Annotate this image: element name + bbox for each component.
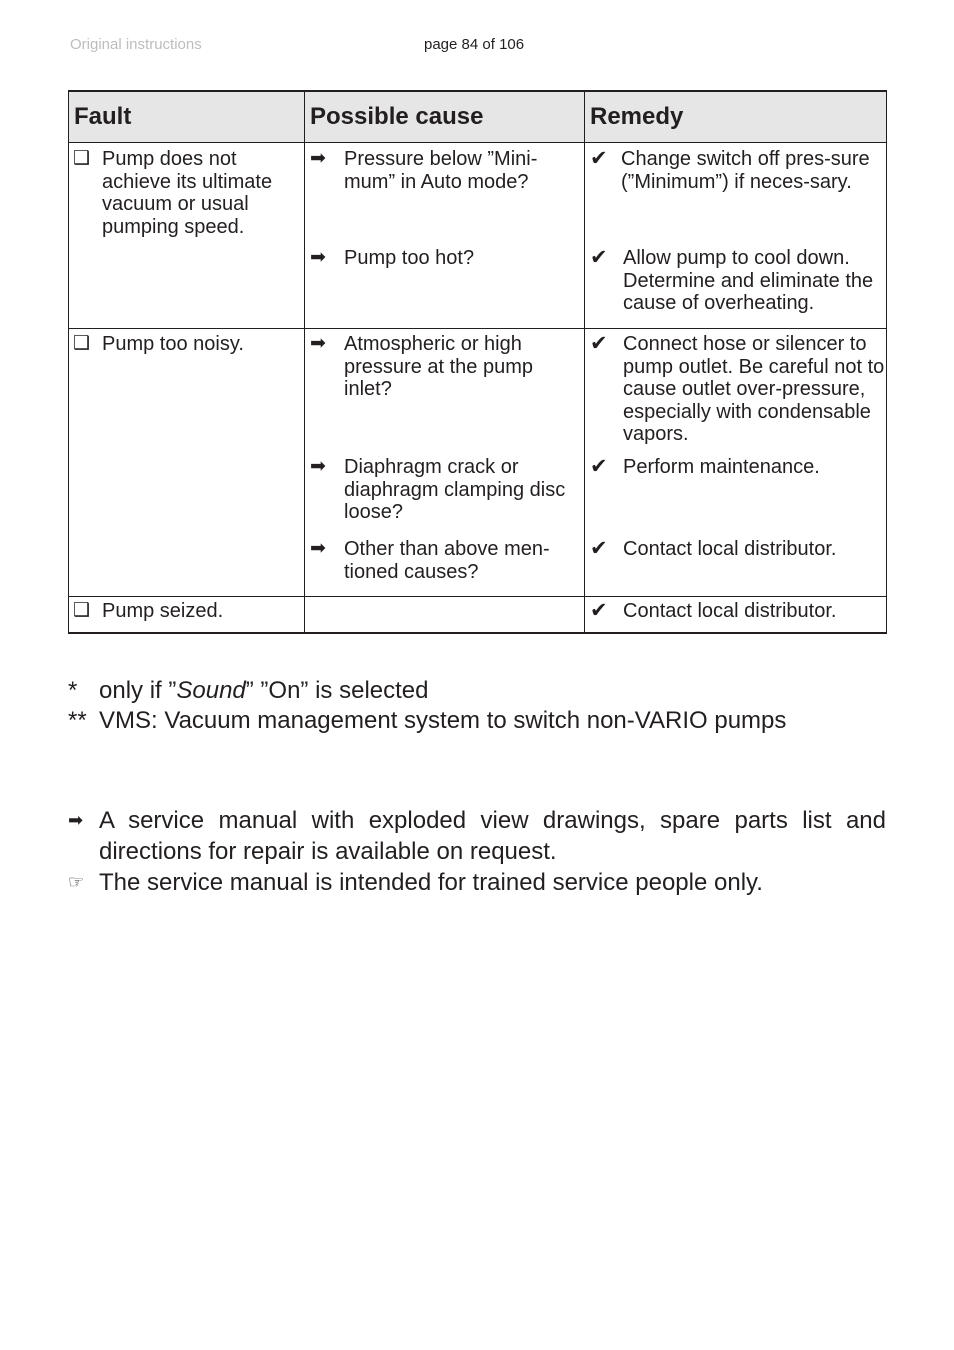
arrow-right-icon: ➡ [310, 456, 326, 477]
arrow-right-icon: ➡ [310, 538, 326, 559]
remedy-cell [585, 329, 887, 597]
table-row [69, 143, 887, 329]
cause-cell [305, 143, 585, 329]
footnote-text: only if ”Sound” ”On” is selected [99, 677, 429, 704]
header-remedy: Remedy [585, 91, 887, 143]
footnote-1 [68, 676, 786, 706]
arrow-right-icon: ➡ [310, 247, 326, 268]
checkmark-icon: ✔ [590, 246, 608, 269]
remedy-text: Contact local distributor. [623, 538, 837, 560]
fault-text: Pump too noisy. [102, 333, 244, 355]
checkmark-icon: ✔ [590, 147, 608, 170]
header-fault: Fault [69, 91, 305, 143]
document-label: Original instructions [70, 36, 202, 53]
table-row [69, 329, 887, 597]
arrow-right-icon: ➡ [310, 333, 326, 354]
service-manual-text: A service manual with exploded view drawings, spare parts list and directions for repair is available on request. [99, 807, 886, 865]
table-header-row [69, 91, 887, 143]
cause-text: Atmospheric or high pressure at the pump inlet? [344, 333, 533, 400]
fault-text: Pump does not achieve its ultimate vacuum or usual pumping speed. [102, 148, 273, 238]
header-possible-cause: Possible cause [305, 91, 585, 143]
cause-cell [305, 329, 585, 597]
checkmark-icon: ✔ [590, 332, 608, 355]
footnote-marker: ** [68, 707, 87, 734]
checkbox-icon: ❑ [73, 333, 91, 354]
cause-cell [305, 597, 585, 633]
fault-text: Pump seized. [102, 600, 224, 622]
cause-text: Pressure below ”Mini-mum” in Auto mode? [344, 148, 538, 193]
footnotes [68, 676, 786, 736]
fault-cell [69, 143, 305, 329]
service-manual-restriction: The service manual is intended for trained service people only. [99, 869, 763, 896]
checkbox-icon: ❑ [73, 148, 91, 169]
arrow-right-icon: ➡ [68, 810, 84, 830]
table-row [69, 597, 887, 633]
checkmark-icon: ✔ [590, 537, 608, 560]
cause-text: Pump too hot? [344, 247, 475, 269]
service-manual-note [68, 805, 886, 898]
fault-cell [69, 329, 305, 597]
remedy-text: Connect hose or silencer to pump outlet. Be careful not to cause outlet over-pressure, especially with condensable vapors. [623, 333, 885, 445]
remedy-cell [585, 597, 887, 633]
remedy-text: Perform maintenance. [623, 456, 820, 478]
cause-text: Diaphragm crack or diaphragm clamping disc loose? [344, 456, 566, 523]
remedy-text: Allow pump to cool down. Determine and eliminate the cause of overheating. [623, 247, 874, 314]
cause-text: Other than above men-tioned causes? [344, 538, 550, 583]
footnote-text: VMS: Vacuum management system to switch non-VARIO pumps [99, 707, 787, 734]
footnote-2 [68, 706, 786, 736]
footnote-marker: * [68, 677, 78, 704]
troubleshooting-table [68, 90, 887, 634]
remedy-text: Change switch off pres-sure (”Minimum”) if neces-sary. [621, 148, 870, 193]
pointing-hand-icon: ☞ [68, 872, 85, 892]
remedy-cell [585, 143, 887, 329]
remedy-text: Contact local distributor. [623, 600, 837, 622]
checkmark-icon: ✔ [590, 599, 608, 622]
checkmark-icon: ✔ [590, 455, 608, 478]
checkbox-icon: ❑ [73, 600, 91, 621]
arrow-right-icon: ➡ [310, 148, 326, 169]
fault-cell [69, 597, 305, 633]
page-number: page 84 of 106 [424, 36, 525, 53]
